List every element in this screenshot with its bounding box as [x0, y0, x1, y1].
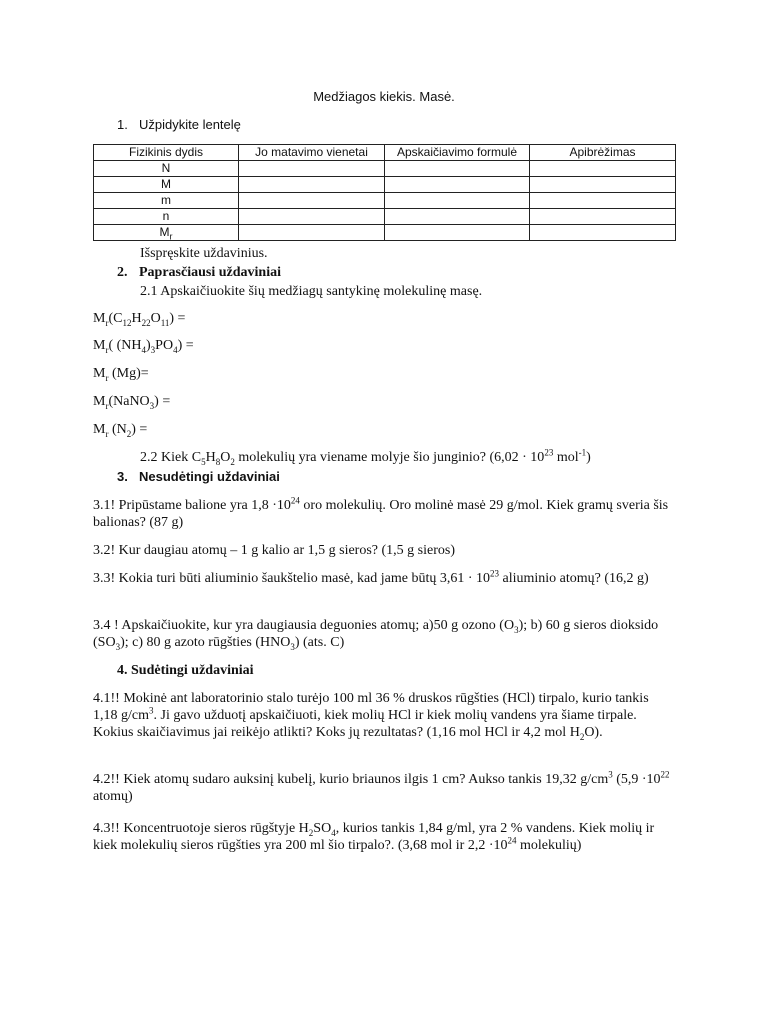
table-cell-empty	[385, 193, 530, 209]
section-2-heading	[117, 265, 281, 281]
task-2-2: 2.2 Kiek $C_5H_8O_2$ molekulių yra viename molyje šio junginio? ($6,02 \cdot 10^{23}$ mol$^{-1}$)	[140, 447, 591, 467]
table-header-cell: Fizikinis dydis	[94, 145, 239, 161]
table-cell-empty	[530, 161, 676, 177]
table-row	[94, 177, 676, 193]
formula-3: $M_r$ (Mg)=	[93, 366, 149, 383]
table-cell-empty	[239, 225, 385, 241]
formula-5: $M_r$ $(N_2)$ =	[93, 422, 148, 439]
table-cell: M	[94, 177, 239, 193]
document-title: Medžiagos kiekis. Masė.	[313, 89, 455, 104]
problem-4-1: 4.1!! Mokinė ant laboratorinio stalo turėjo 100 ml 36 % druskos rūgšties (HCl) tirpalo, kurio tankis 1,18 $g/cm^3$. Ji gavo užduotį apskaičiuoti, kiek molių HCl ir kiek molių vandens yra šiame tirpale. Kokius skaičiavimus jai reikėjo atlikti? Koks jų rezultatas? (1,16 mol HCl ir 4,2 mol $H_2O$).	[93, 691, 649, 742]
table-cell-empty	[385, 161, 530, 177]
table-header-cell: Jo matavimo vienetai	[239, 145, 385, 161]
table-row	[94, 209, 676, 225]
table-row	[94, 225, 676, 241]
table-header-cell: Apibrėžimas	[530, 145, 676, 161]
problem-3-1: 3.1! Pripūstame balione yra $1,8 \cdot 10^{24}$ oro molekulių. Oro molinė masė 29 g/mol. Kiek gramų sveria šis balionas? (87 g)	[93, 495, 669, 530]
problem-4-3: 4.3!! Koncentruotoje sieros rūgštyje $H_2SO_4$, kurios tankis 1,84 g/ml, yra 2 % vandens. Kiek molių ir kiek molekulių sieros rūgšties yra 200 ml šio tirpalo?. (3,68 mol ir $2,2 \cdot 10^{24}$ molekulių)	[93, 821, 655, 853]
table-cell-empty	[530, 193, 676, 209]
table-cell-empty	[530, 209, 676, 225]
section-1-number: 1.	[117, 117, 128, 132]
table-cell-empty	[385, 177, 530, 193]
section-2-number: 2.	[117, 265, 128, 280]
formula-1: $M_r(C_{12}H_{22}O_{11})$ =	[93, 311, 186, 328]
table-cell: n	[94, 209, 239, 225]
problem-3-4: 3.4 ! Apskaičiuokite, kur yra daugiausia deguonies atomų; a)50 g ozono $(O_3)$; b) 60 g sieros dioksido $(SO_3)$; c) 80 g azoto rūgšties $(HNO_3)$ (ats. C)	[93, 618, 659, 652]
section-4-heading: 4. Sudėtingi uždaviniai	[117, 663, 254, 678]
table-row	[94, 193, 676, 209]
table-cell-subscript: r	[169, 231, 173, 242]
section-3-number: 3.	[117, 469, 128, 484]
table-row	[94, 161, 676, 177]
formula-4: $M_r(NaNO_3)$ =	[93, 394, 171, 411]
table-cell-empty	[239, 193, 385, 209]
table-cell-empty	[239, 209, 385, 225]
table-header-row	[94, 145, 676, 161]
table-cell-empty	[239, 177, 385, 193]
instruction-text: Išspręskite uždavinius.	[140, 246, 268, 261]
task-2-1: 2.1 Apskaičiuokite šių medžiagų santykinę molekulinę masę.	[140, 284, 483, 299]
section-3-label: Nesudėtingi uždaviniai	[139, 469, 280, 484]
section-3-heading	[117, 469, 280, 484]
table-cell-empty	[385, 209, 530, 225]
problem-3-2: 3.2! Kur daugiau atomų – 1 g kalio ar 1,5 g sieros? (1,5 g sieros)	[93, 543, 455, 558]
table-cell-text: M	[159, 225, 170, 239]
table-cell: m	[94, 193, 239, 209]
problem-4-2: 4.2!! Kiek atomų sudaro auksinį kubelį, kurio briaunos ilgis 1 cm? Aukso tankis 19,32 $g/cm^3$ ($5,9 \cdot 10^{22}$ atomų)	[93, 769, 670, 804]
table-cell	[94, 225, 239, 241]
table-cell-empty	[239, 161, 385, 177]
table-cell-empty	[530, 225, 676, 241]
section-1-label: Užpidykite lentelę	[139, 117, 241, 132]
section-1-heading	[117, 117, 241, 132]
section-2-label: Paprasčiausi uždaviniai	[139, 265, 281, 280]
quantities-table	[93, 144, 676, 241]
problem-3-3: 3.3! Kokia turi būti aliuminio šaukštelio masė, kad jame būtų $3,61 \cdot 10^{23}$ aliuminio atomų? (16,2 g)	[93, 568, 649, 586]
table-cell-empty	[385, 225, 530, 241]
table-header-cell: Apskaičiavimo formulė	[385, 145, 530, 161]
formula-2: $M_r$( $(NH_4)_3PO_4$) =	[93, 338, 194, 355]
table-cell-empty	[530, 177, 676, 193]
table-cell: N	[94, 161, 239, 177]
